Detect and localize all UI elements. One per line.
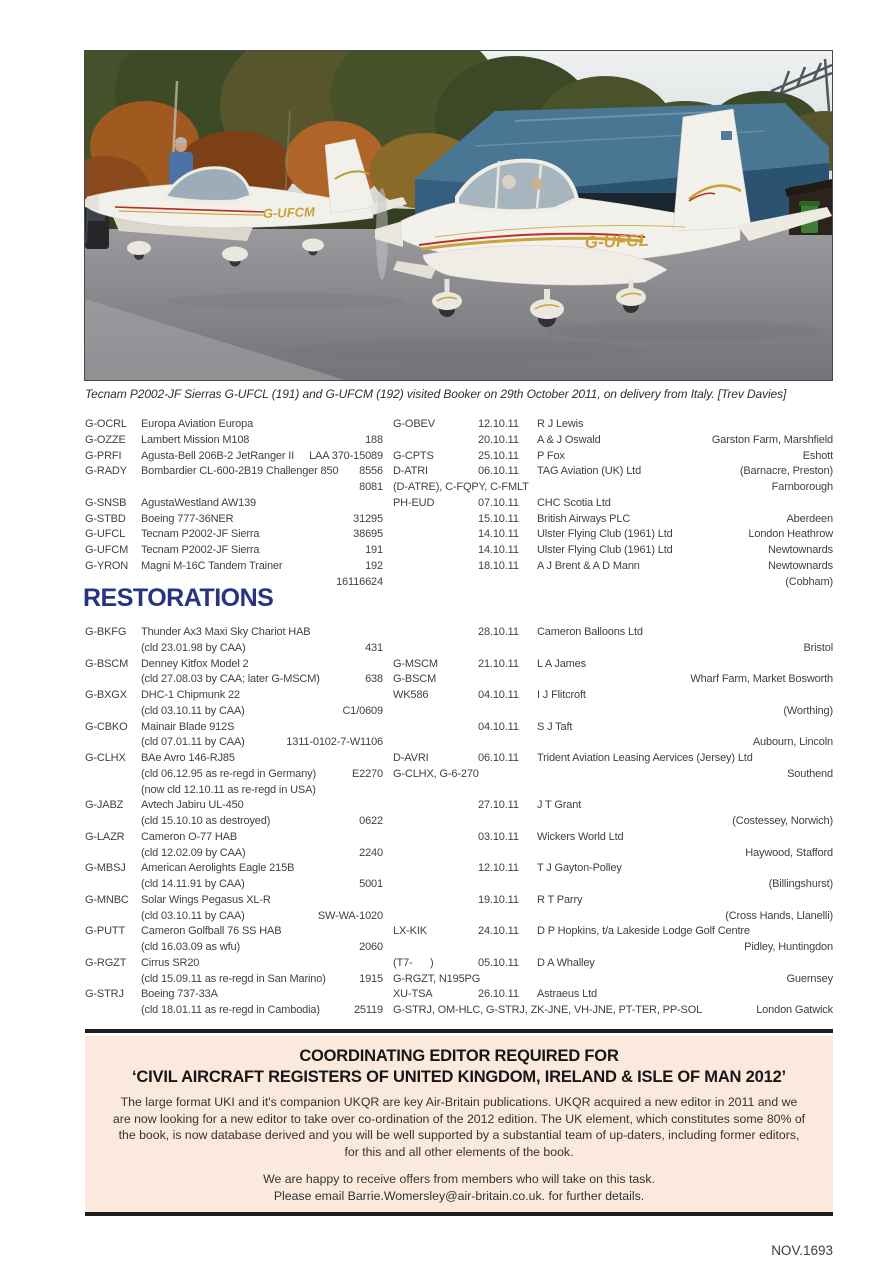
notice-email-line: Please email Barrie.Womersley@air-britain.co.uk. for further details.: [273, 1189, 645, 1203]
registration-cell: G-OZZE: [85, 433, 126, 446]
type-cell: Avtech Jabiru UL-450: [141, 799, 244, 812]
date-cell: 25.10.11: [478, 449, 519, 462]
type-cell: Tecnam P2002-JF Sierra: [141, 528, 260, 541]
owner-location-cell: [538, 767, 833, 783]
construction-number-cell: 431: [365, 641, 383, 654]
base-cell: London Heathrow: [748, 528, 833, 541]
type-cell: (now cld 12.10.11 as re-regd in USA): [141, 783, 316, 796]
previous-identity-cell: G-STRJ, OM-HLC, G-STRJ, ZK-JNE, VH-JNE, PT-TER, PP-SOL: [393, 1004, 703, 1016]
previous-identity-cell: G-MSCM: [393, 657, 438, 670]
registration-cell: G-RGZT: [85, 956, 127, 969]
base-cell: Newtownards: [768, 559, 833, 572]
registration-cell: G-MBSJ: [85, 862, 126, 875]
owner-cell: D A Whalley: [537, 956, 595, 969]
type-cell: BAe Avro 146-RJ85: [141, 752, 235, 764]
right-aircraft-registration: G-UFCL: [584, 230, 650, 252]
base-cell: Wharf Farm, Market Bosworth: [690, 673, 833, 686]
owner-cell: I J Flitcroft: [537, 689, 586, 701]
notice-offer-line: We are happy to receive offers from members who will take on this task.: [263, 1172, 655, 1186]
owner-location-cell: [537, 657, 833, 689]
type-cn-cell: [141, 1003, 383, 1019]
construction-number-cell: C1/0609: [342, 704, 383, 717]
owner-cell: Cameron Balloons Ltd: [537, 626, 643, 638]
construction-number-cell: 31295: [353, 512, 383, 525]
type-cell: Lambert Mission M108: [141, 433, 250, 446]
date-cell: 05.10.11: [478, 956, 519, 969]
construction-number-cell: 0622: [359, 815, 383, 827]
construction-number-cell: 192: [365, 559, 383, 572]
owner-cell: L A James: [537, 657, 586, 670]
type-cell: Cameron O-77 HAB: [141, 830, 238, 843]
registration-cell: G-BKFG: [85, 626, 127, 638]
type-cell: AgustaWestland AW139: [141, 496, 257, 509]
date-cell: 20.10.11: [478, 433, 519, 446]
previous-identity-cell: G-CLHX, G-6-270: [393, 767, 479, 780]
type-cn-cell: [141, 672, 383, 688]
construction-number-cell: SW-WA-1020: [317, 909, 383, 922]
registration-cell: G-LAZR: [85, 830, 125, 843]
base-cell: (Costessey, Norwich): [732, 815, 833, 827]
owner-cell: R J Lewis: [537, 418, 584, 430]
owner-location-cell: [537, 956, 833, 988]
previous-identity-cell: (D-ATRE), C-FQPY, C-FMLT: [393, 481, 529, 493]
type-cell: (cld 03.10.11 by CAA): [141, 909, 245, 922]
type-cn-cell: [141, 704, 383, 720]
construction-number-cell: 38695: [353, 528, 383, 541]
base-cell: (Billingshurst): [768, 878, 833, 890]
type-cell: Thunder Ax3 Maxi Sky Chariot HAB: [141, 626, 311, 638]
restorations-table: [85, 625, 833, 1019]
construction-number-cell: 1915: [359, 972, 383, 985]
date-cell: 19.10.11: [478, 893, 519, 906]
previous-identity-cell: WK586: [393, 689, 429, 701]
type-cell: Tecnam P2002-JF Sierra: [141, 544, 260, 556]
photo-caption: Tecnam P2002-JF Sierras G-UFCL (191) and G-UFCM (192) visited Booker on 29th October 2011, on delivery from Italy. [Trev Davies]: [85, 387, 787, 401]
previous-identity-cell: G-OBEV: [393, 418, 435, 430]
construction-number-cell: 8556: [359, 465, 383, 478]
registration-cell: G-MNBC: [85, 893, 129, 906]
date-cell: 18.10.11: [478, 559, 519, 572]
owner-cell: Trident Aviation Leasing Aervices (Jersey) Ltd: [537, 752, 753, 764]
type-cell: (cld 16.03.09 as wfu): [141, 941, 240, 953]
base-cell: (Barnacre, Preston): [739, 465, 833, 478]
base-cell: London Gatwick: [756, 1004, 833, 1016]
owner-cell: British Airways PLC: [537, 512, 631, 525]
date-cell: 04.10.11: [478, 720, 519, 733]
type-cell: Boeing 737-33A: [141, 988, 218, 1001]
type-cell: Solar Wings Pegasus XL-R: [141, 893, 271, 906]
type-cn-cell: [141, 909, 383, 925]
registration-cell: G-SNSB: [85, 496, 127, 509]
base-cell: Guernsey: [786, 972, 833, 985]
type-cn-cell: [141, 783, 383, 799]
owner-cell: A & J Oswald: [537, 433, 601, 446]
owner-cell: J T Grant: [537, 799, 582, 812]
construction-number-cell: 1311-0102-7-W1106: [286, 736, 383, 749]
base-cell: (Worthing): [783, 704, 833, 717]
owner-location-cell: [537, 830, 833, 862]
type-cell: Agusta-Bell 206B-2 JetRanger II: [141, 449, 295, 462]
construction-number-cell: LAA 370-15089: [309, 449, 383, 462]
base-cell: Southend: [787, 767, 833, 780]
owner-cell: A J Brent & A D Mann: [537, 559, 640, 572]
registration-cell: G-BSCM: [85, 657, 129, 670]
type-cell: Denney Kitfox Model 2: [141, 657, 249, 670]
restorations-heading: RESTORATIONS: [83, 584, 274, 612]
date-cell: 06.10.11: [478, 465, 519, 478]
type-cell: Magni M-16C Tandem Trainer: [141, 559, 283, 572]
table-row: [85, 767, 833, 783]
date-cell: 14.10.11: [478, 544, 519, 556]
construction-number-cell: 638: [365, 673, 383, 686]
table-row: [85, 783, 833, 799]
registration-cell: G-PRFI: [85, 449, 122, 462]
owner-location-cell: [537, 625, 833, 657]
registration-cell: G-RADY: [85, 465, 127, 478]
owner-cell: Astraeus Ltd: [537, 988, 597, 1001]
type-cell: (cld 14.11.91 by CAA): [141, 878, 245, 890]
type-cell: Cirrus SR20: [141, 956, 200, 969]
previous-identity-cell: XU-TSA: [393, 988, 433, 1001]
previous-identity-cell: G-CPTS: [393, 449, 434, 462]
type-cell: (cld 15.10.10 as destroyed): [141, 815, 271, 827]
registration-cell: G-BXGX: [85, 689, 127, 701]
type-cn-cell: [141, 480, 383, 496]
registration-cell: G-UFCM: [85, 544, 129, 556]
owner-location-cell: [537, 559, 833, 591]
date-cell: 28.10.11: [478, 626, 519, 638]
type-cell: (cld 07.01.11 by CAA): [141, 736, 245, 749]
type-cn-cell: [141, 877, 383, 893]
type-cell: Mainair Blade 912S: [141, 720, 235, 733]
registration-cell: G-CBKO: [85, 720, 128, 733]
registration-cell: G-JABZ: [85, 799, 124, 812]
construction-number-cell: 188: [365, 433, 383, 446]
table-row: [85, 940, 833, 956]
date-cell: 24.10.11: [478, 925, 519, 938]
registration-cell: G-STRJ: [85, 988, 124, 1001]
owner-location-cell: [537, 893, 833, 925]
base-cell: Newtownards: [768, 544, 833, 556]
type-cell: (cld 12.02.09 by CAA): [141, 846, 246, 859]
owner-cell: R T Parry: [537, 893, 583, 906]
date-cell: 15.10.11: [478, 512, 519, 525]
base-cell: (Cobham): [785, 575, 833, 588]
base-cell: Garston Farm, Marshfield: [711, 433, 833, 446]
date-cell: 27.10.11: [478, 799, 519, 812]
type-cell: DHC-1 Chipmunk 22: [141, 689, 240, 701]
base-cell: Haywood, Stafford: [745, 846, 833, 859]
type-cn-cell: [141, 814, 383, 830]
owner-location-cell: [537, 940, 833, 956]
notice-title-line2: ‘CIVIL AIRCRAFT REGISTERS OF UNITED KINGDOM, IRELAND & ISLE OF MAN 2012’: [132, 1068, 786, 1086]
previous-identity-cell: G-BSCM: [393, 673, 437, 686]
construction-number-cell: E2270: [351, 767, 383, 780]
date-cell: 04.10.11: [478, 689, 519, 701]
notice-paragraph: The large format UKI and it's companion UKQR are key Air-Britain publications. UKQR acquired a new editor in 2011 and we are now looking for a new editor to take over co-ordination of the 2012 edition. The UK element, which constitutes some 80% of the book, is now database derived and you will be well supported by a substantial team of up-daters, including former editors, for this and all other elements of the book.: [112, 1095, 806, 1159]
registrations-table: [85, 417, 833, 588]
type-cell: (cld 06.12.95 as re-regd in Germany): [141, 767, 316, 780]
type-cell: Cameron Golfball 76 SS HAB: [141, 925, 282, 938]
base-cell: Farnborough: [771, 481, 833, 493]
table-row: [85, 559, 833, 588]
registration-cell: G-UFCL: [85, 528, 126, 541]
aircraft-photo: [84, 50, 833, 381]
owner-location-cell: [537, 924, 833, 940]
type-cell: American Aerolights Eagle 215B: [141, 862, 295, 875]
date-cell: 12.10.11: [478, 418, 519, 430]
previous-identity-cell: G-RGZT, N195PG: [393, 972, 481, 985]
construction-number-cell: 5001: [359, 878, 383, 890]
base-cell: Aubourn, Lincoln: [752, 736, 833, 749]
owner-cell: Ulster Flying Club (1961) Ltd: [537, 528, 673, 541]
previous-identity-cell: D-ATRI: [393, 465, 428, 478]
base-cell: Aberdeen: [786, 512, 833, 525]
type-cn-cell: [141, 735, 383, 751]
type-cell: Europa Aviation Europa: [141, 418, 254, 430]
notice-title-line1: COORDINATING EDITOR REQUIRED FOR: [299, 1047, 619, 1065]
left-aircraft-registration: G-UFCM: [262, 204, 316, 221]
type-cn-cell: [141, 767, 383, 783]
construction-number-cell: 2240: [359, 846, 383, 859]
construction-number-cell: 25119: [353, 1004, 383, 1016]
owner-cell: P Fox: [537, 449, 565, 462]
type-cell: (cld 27.08.03 by CAA; later G-MSCM): [141, 673, 320, 686]
construction-number-cell: 8081: [359, 481, 383, 493]
construction-number-cell: 2060: [359, 941, 383, 953]
date-cell: 14.10.11: [478, 528, 519, 541]
date-cell: 26.10.11: [478, 988, 519, 1001]
date-cell: 07.10.11: [478, 496, 519, 509]
owner-cell: CHC Scotia Ltd: [537, 496, 611, 509]
type-cell: (cld 18.01.11 as re-regd in Cambodia): [141, 1004, 320, 1016]
owner-location-cell: [537, 720, 833, 752]
owner-cell: D P Hopkins, t/a Lakeside Lodge Golf Centre: [537, 925, 750, 938]
owner-cell: TAG Aviation (UK) Ltd: [537, 465, 642, 478]
type-cell: (cld 15.09.11 as re-regd in San Marino): [141, 972, 326, 985]
base-cell: Pidley, Huntingdon: [744, 941, 833, 953]
type-cell: Boeing 777-36NER: [141, 512, 234, 525]
owner-location-cell: [537, 798, 833, 830]
owner-location-cell: [537, 688, 833, 720]
page-reference: NOV.1693: [771, 1243, 833, 1258]
type-cn-cell: [141, 464, 383, 480]
owner-cell: S J Taft: [537, 720, 573, 733]
date-cell: 03.10.11: [478, 830, 519, 843]
base-cell: Bristol: [803, 641, 833, 654]
registration-cell: G-PUTT: [85, 925, 126, 938]
type-cn-cell: [141, 940, 383, 956]
base-cell: (Cross Hands, Llanelli): [725, 909, 833, 922]
registration-cell: G-YRON: [85, 559, 129, 572]
date-cell: 21.10.11: [478, 657, 519, 670]
type-cell: Bombardier CL-600-2B19 Challenger 850: [141, 465, 339, 478]
construction-number-cell: 191: [365, 544, 383, 556]
previous-identity-cell: PH-EUD: [393, 496, 435, 509]
construction-number-cell: 16116624: [336, 575, 383, 588]
owner-cell: Ulster Flying Club (1961) Ltd: [537, 544, 673, 556]
previous-identity-cell: (T7- ): [393, 956, 434, 969]
owner-location-cell: [537, 861, 833, 893]
owner-cell: T J Gayton-Polley: [537, 862, 622, 875]
type-cn-cell: [141, 641, 383, 657]
registration-cell: G-CLHX: [85, 752, 126, 764]
previous-identity-cell: LX-KIK: [393, 925, 427, 938]
type-cell: (cld 23.01.98 by CAA): [141, 641, 246, 654]
type-cell: (cld 03.10.11 by CAA): [141, 704, 245, 717]
owner-location-cell: [537, 464, 833, 496]
base-cell: Eshott: [802, 449, 833, 462]
previous-identity-cell: D-AVRI: [393, 752, 429, 764]
registration-cell: G-OCRL: [85, 418, 127, 430]
registration-cell: G-STBD: [85, 512, 126, 525]
notice-top-rule: [85, 1029, 833, 1033]
photo-scene: [85, 51, 832, 380]
owner-cell: Wickers World Ltd: [537, 830, 624, 843]
editor-notice-box: [85, 1036, 833, 1216]
owner-location-cell: [537, 751, 833, 767]
date-cell: 12.10.11: [478, 862, 519, 875]
type-cn-cell: [141, 846, 383, 862]
date-cell: 06.10.11: [478, 752, 519, 764]
type-cn-cell: [141, 972, 383, 988]
